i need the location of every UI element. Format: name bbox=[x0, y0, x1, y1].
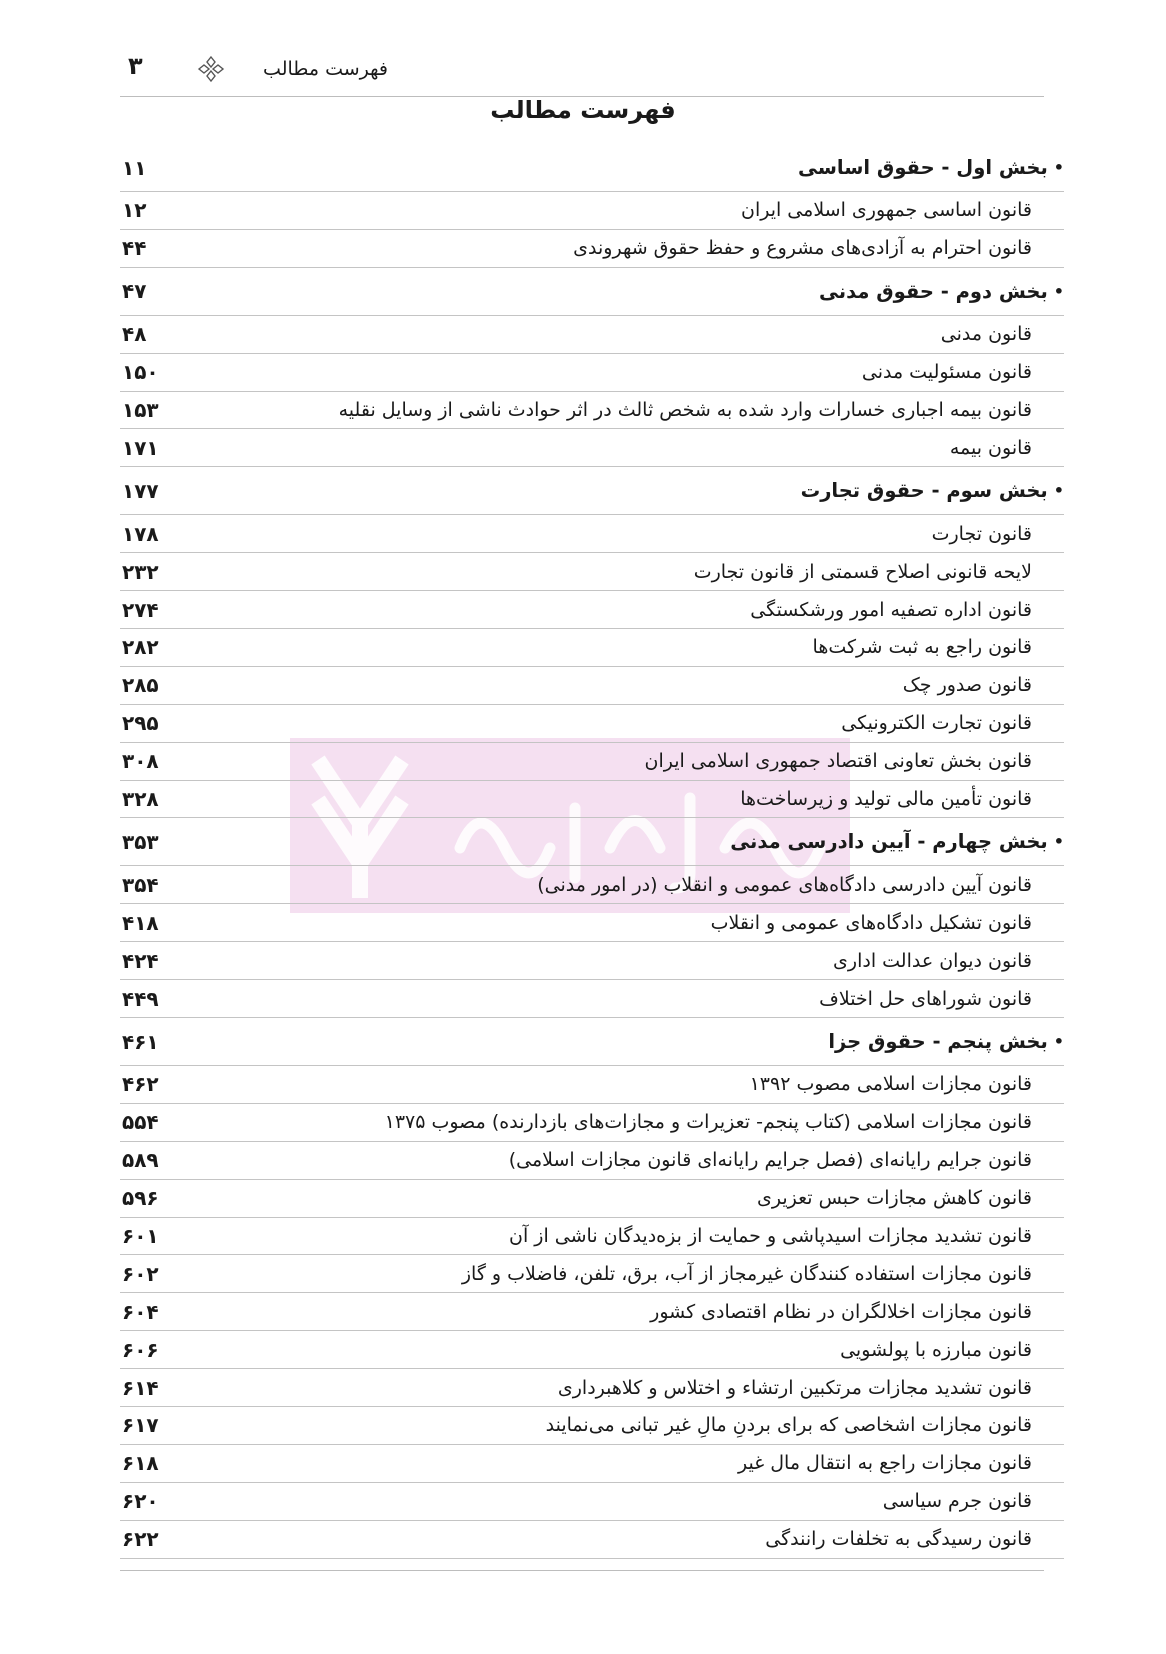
entry-page-number: ۲۸۲ bbox=[122, 635, 159, 660]
toc-entry-row[interactable] bbox=[120, 904, 1064, 942]
toc-entry-row[interactable] bbox=[120, 1255, 1064, 1293]
toc-section-row[interactable] bbox=[120, 268, 1064, 316]
bullet-icon: • bbox=[1053, 832, 1064, 852]
section-page-number: ۳۵۳ bbox=[122, 829, 159, 854]
toc-entry-row[interactable] bbox=[120, 1521, 1064, 1559]
entry-page-number: ۶۰۱ bbox=[122, 1224, 159, 1249]
toc-entry-row[interactable] bbox=[120, 781, 1064, 819]
entry-title: قانون مسئولیت مدنی bbox=[861, 361, 1032, 384]
toc-entry-row[interactable] bbox=[120, 230, 1064, 268]
entry-page-number: ۴۸ bbox=[122, 322, 147, 347]
entry-page-number: ۶۱۸ bbox=[122, 1451, 159, 1476]
entry-title: قانون آیین دادرسی دادگاه‌های عمومی و انقلاب (در امور مدنی) bbox=[537, 873, 1032, 896]
entry-title: قانون اداره تصفیه امور ورشکستگی bbox=[750, 598, 1032, 621]
toc-section-row[interactable] bbox=[120, 467, 1064, 515]
entry-page-number: ۱۷۱ bbox=[122, 435, 159, 460]
entry-title: قانون مجازات اخلالگران در نظام اقتصادی کشور bbox=[650, 1300, 1032, 1323]
entry-title: قانون احترام به آزادی‌های مشروع و حفظ حقوق شهروندی bbox=[573, 237, 1032, 260]
entry-page-number: ۴۴۹ bbox=[122, 986, 159, 1011]
entry-title: قانون تشدید مجازات اسیدپاشی و حمایت از بزه‌دیدگان ناشی از آن bbox=[509, 1225, 1032, 1248]
entry-page-number: ۲۸۵ bbox=[122, 673, 159, 698]
toc-entry-row[interactable] bbox=[120, 1180, 1064, 1218]
entry-page-number: ۲۳۲ bbox=[122, 559, 159, 584]
entry-title: قانون تشدید مجازات مرتکبین ارتشاء و اختلاس و کلاهبرداری bbox=[557, 1376, 1032, 1399]
entry-page-number: ۳۰۸ bbox=[122, 749, 159, 774]
section-title: بخش پنجم - حقوق جزا bbox=[828, 1030, 1048, 1054]
entry-page-number: ۵۹۶ bbox=[122, 1186, 159, 1211]
entry-page-number: ۵۸۹ bbox=[122, 1148, 159, 1173]
toc-section-row[interactable] bbox=[120, 1018, 1064, 1066]
entry-title: قانون رسیدگی به تخلفات رانندگی bbox=[765, 1528, 1032, 1551]
entry-page-number: ۶۱۷ bbox=[122, 1413, 159, 1438]
entry-page-number: ۳۵۴ bbox=[122, 872, 159, 897]
entry-title: قانون دیوان عدالت اداری bbox=[833, 949, 1032, 972]
toc-entry-row[interactable] bbox=[120, 429, 1064, 467]
entry-page-number: ۱۷۸ bbox=[122, 521, 159, 546]
entry-page-number: ۴۶۲ bbox=[122, 1072, 159, 1097]
section-title: بخش چهارم - آیین دادرسی مدنی bbox=[730, 830, 1048, 854]
entry-title: قانون مجازات اشخاصی که برای بردنِ مالِ غیر تبانی می‌نمایند bbox=[545, 1414, 1032, 1437]
section-title: بخش اول - حقوق اساسی bbox=[798, 156, 1048, 179]
entry-title: قانون اساسی جمهوری اسلامی ایران bbox=[740, 199, 1032, 222]
toc-title: فهرست مطالب bbox=[490, 96, 676, 124]
section-page-number: ۱۷۷ bbox=[122, 478, 159, 503]
entry-page-number: ۵۵۴ bbox=[122, 1110, 159, 1135]
toc-entry-row[interactable] bbox=[120, 1142, 1064, 1180]
toc-entry-row[interactable] bbox=[120, 1066, 1064, 1104]
toc-entry-row[interactable] bbox=[120, 392, 1064, 430]
toc-entry-row[interactable] bbox=[120, 1331, 1064, 1369]
section-title: بخش سوم - حقوق تجارت bbox=[800, 479, 1048, 503]
entry-title: قانون جرایم رایانه‌ای (فصل جرایم رایانه‌ای قانون مجازات اسلامی) bbox=[508, 1149, 1032, 1172]
entry-title: قانون راجع به ثبت شرکت‌ها bbox=[812, 636, 1032, 659]
toc-entry-row[interactable] bbox=[120, 1218, 1064, 1256]
toc-entry-row[interactable] bbox=[120, 1104, 1064, 1142]
entry-title: قانون بیمه bbox=[949, 436, 1032, 459]
section-title: بخش دوم - حقوق مدنی bbox=[819, 279, 1048, 303]
entry-page-number: ۴۴ bbox=[122, 236, 147, 261]
entry-title: قانون تشکیل دادگاه‌های عمومی و انقلاب bbox=[710, 911, 1032, 934]
toc-section-row[interactable] bbox=[120, 818, 1064, 866]
header-running-title: فهرست مطالب bbox=[263, 58, 388, 80]
page-header bbox=[120, 50, 1044, 97]
entry-title: قانون مجازات راجع به انتقال مال غیر bbox=[738, 1452, 1032, 1475]
entry-title: لایحه قانونی اصلاح قسمتی از قانون تجارت bbox=[693, 560, 1032, 583]
entry-page-number: ۶۲۰ bbox=[122, 1489, 159, 1514]
entry-title: قانون مدنی bbox=[940, 323, 1032, 346]
entry-page-number: ۶۰۲ bbox=[122, 1261, 159, 1286]
entry-page-number: ۴۱۸ bbox=[122, 910, 159, 935]
toc-entry-row[interactable] bbox=[120, 980, 1064, 1018]
toc-entry-row[interactable] bbox=[120, 942, 1064, 980]
entry-page-number: ۶۲۲ bbox=[122, 1527, 159, 1552]
toc-entry-row[interactable] bbox=[120, 1483, 1064, 1521]
toc-entry-row[interactable] bbox=[120, 316, 1064, 354]
toc-entry-row[interactable] bbox=[120, 705, 1064, 743]
toc-entry-row[interactable] bbox=[120, 629, 1064, 667]
entry-title: قانون جرم سیاسی bbox=[882, 1490, 1032, 1513]
bullet-icon: • bbox=[1053, 481, 1064, 501]
entry-title: قانون مجازات اسلامی مصوب ۱۳۹۲ bbox=[749, 1073, 1032, 1096]
entry-title: قانون بیمه اجباری خسارات وارد شده به شخص ثالث در اثر حوادث ناشی از وسایل نقلیه bbox=[338, 399, 1032, 421]
entry-page-number: ۱۵۳ bbox=[122, 398, 159, 422]
entry-title: قانون مبارزه با پولشویی bbox=[840, 1338, 1032, 1361]
section-page-number: ۴۷ bbox=[122, 279, 147, 304]
entry-title: قانون تجارت الکترونیکی bbox=[841, 712, 1032, 735]
entry-page-number: ۴۲۴ bbox=[122, 948, 159, 973]
toc-entry-row[interactable] bbox=[120, 591, 1064, 629]
toc-entry-row[interactable] bbox=[120, 192, 1064, 230]
toc-entry-row[interactable] bbox=[120, 1293, 1064, 1331]
entry-title: قانون شوراهای حل اختلاف bbox=[819, 987, 1032, 1010]
entry-title: قانون صدور چک bbox=[902, 674, 1032, 697]
bullet-icon: • bbox=[1053, 1032, 1064, 1052]
bullet-icon: • bbox=[1053, 158, 1064, 177]
section-page-number: ۴۶۱ bbox=[122, 1029, 159, 1054]
entry-title: قانون مجازات اسلامی (کتاب پنجم- تعزیرات و مجازات‌های بازدارنده) مصوب ۱۳۷۵ bbox=[384, 1111, 1032, 1134]
entry-title: قانون مجازات استفاده کنندگان غیرمجاز از آب، برق، تلفن، فاضلاب و گاز bbox=[461, 1262, 1032, 1285]
entry-page-number: ۱۲ bbox=[122, 198, 147, 223]
entry-page-number: ۶۱۴ bbox=[122, 1375, 159, 1400]
entry-page-number: ۱۵۰ bbox=[122, 360, 159, 385]
toc-entry-row[interactable] bbox=[120, 553, 1064, 591]
entry-page-number: ۲۹۵ bbox=[122, 711, 159, 736]
entry-page-number: ۲۷۴ bbox=[122, 597, 159, 622]
header-page-number: ۳ bbox=[128, 52, 143, 80]
entry-title: قانون کاهش مجازات حبس تعزیری bbox=[756, 1187, 1032, 1210]
section-page-number: ۱۱ bbox=[122, 155, 147, 180]
entry-title: قانون تأمین مالی تولید و زیرساخت‌ها bbox=[740, 788, 1032, 811]
toc-entry-row[interactable] bbox=[120, 515, 1064, 553]
diamond-ornament-icon bbox=[196, 54, 226, 84]
entry-page-number: ۶۰۶ bbox=[122, 1337, 159, 1362]
toc-entry-row[interactable] bbox=[120, 866, 1064, 904]
bullet-icon: • bbox=[1053, 281, 1064, 301]
toc-entry-row[interactable] bbox=[120, 1369, 1064, 1407]
entry-page-number: ۶۰۴ bbox=[122, 1299, 159, 1324]
entry-title: قانون بخش تعاونی اقتصاد جمهوری اسلامی ایران bbox=[644, 750, 1032, 773]
toc-entry-row[interactable] bbox=[120, 1407, 1064, 1445]
toc-entry-row[interactable] bbox=[120, 354, 1064, 392]
toc-entry-row[interactable] bbox=[120, 667, 1064, 705]
footer-rule bbox=[120, 1570, 1044, 1571]
toc-list bbox=[120, 144, 1064, 1559]
toc-section-row[interactable] bbox=[120, 144, 1064, 192]
toc-entry-row[interactable] bbox=[120, 1445, 1064, 1483]
toc-entry-row[interactable] bbox=[120, 743, 1064, 781]
entry-page-number: ۳۲۸ bbox=[122, 787, 159, 812]
entry-title: قانون تجارت bbox=[931, 522, 1032, 545]
